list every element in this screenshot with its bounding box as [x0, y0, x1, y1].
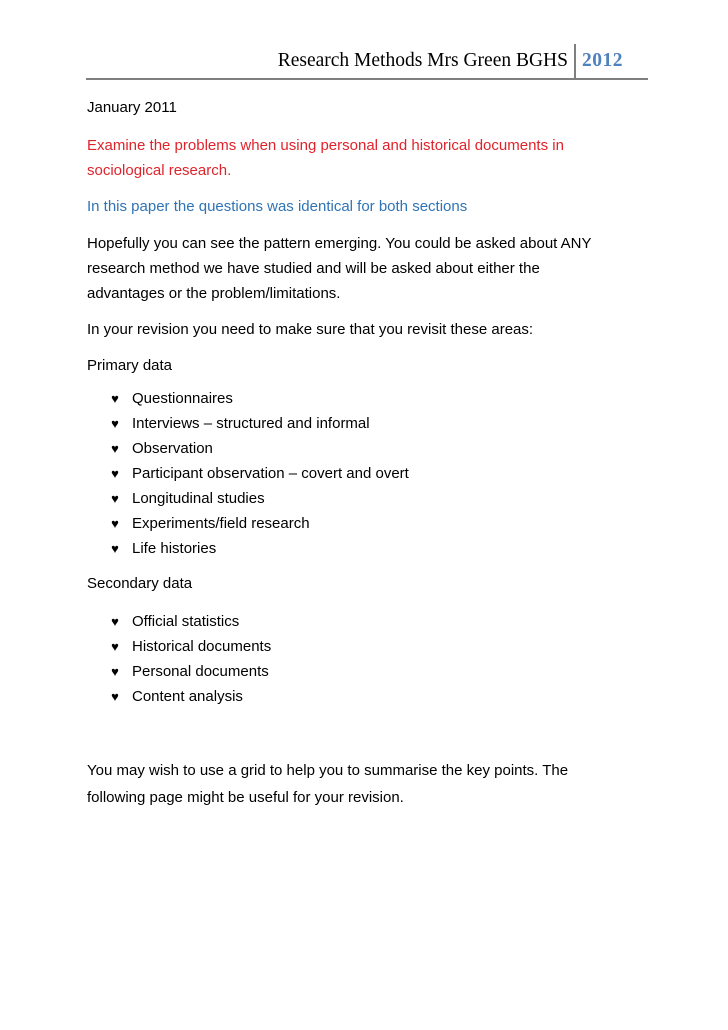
heart-bullet-icon: ♥ [111, 441, 119, 456]
secondary-data-heading: Secondary data [87, 575, 193, 592]
exam-question-line-1: Examine the problems when using personal and historical documents in [87, 137, 564, 154]
exam-note: In this paper the questions was identical for both sections [87, 198, 468, 215]
page-header [86, 44, 648, 80]
header-year: 2012 [582, 50, 623, 71]
closing-line-1: You may wish to use a grid to help you to summarise the key points. The [87, 762, 569, 779]
document-page: Research Methods Mrs Green BGHS 2012 January 2011 Examine the problems when using personal and historical documents in sociological research. In this paper the questions was identical for both sections Hopefully you can see the pattern emerging. You could be asked about ANY research method we have studied and will be asked about either the advantages or the problem/limitations. In your revision you need to make sure that you revisit these areas: Primary data ♥ Questionnaires ♥ Interviews – structured and informal ♥ Observation ♥ Participant observation – covert and overt ♥ Longitudinal studies ♥ Experiments/field research ♥ Life histories Secondary data ♥ Official statistics ♥ Historical documents ♥ Personal documents ♥ Content analysis You may wish to use a grid to help you to summarise the key points. The following page might be useful for your revision. [0, 0, 728, 1030]
heart-bullet-icon: ♥ [111, 689, 119, 704]
heart-bullet-icon: ♥ [111, 664, 119, 679]
heart-bullet-icon: ♥ [111, 614, 119, 629]
heart-bullet-icon: ♥ [111, 516, 119, 531]
paragraph-1-line-2: research method we have studied and will be asked about either the [87, 260, 540, 277]
closing-line-2: following page might be useful for your revision. [87, 789, 404, 806]
header-title: Research Methods Mrs Green BGHS [277, 50, 568, 71]
paragraph-1-line-3: advantages or the problem/limitations. [87, 285, 341, 302]
exam-date: January 2011 [87, 99, 177, 116]
exam-question-line-2: sociological research. [87, 162, 232, 179]
heart-bullet-icon: ♥ [111, 491, 119, 506]
heart-bullet-icon: ♥ [111, 466, 119, 481]
heart-bullet-icon: ♥ [111, 416, 119, 431]
header-divider [574, 44, 576, 78]
heart-bullet-icon: ♥ [111, 391, 119, 406]
primary-data-heading: Primary data [87, 357, 173, 374]
heart-bullet-icon: ♥ [111, 639, 119, 654]
paragraph-2: In your revision you need to make sure that you revisit these areas: [87, 321, 534, 338]
heart-bullet-icon: ♥ [111, 541, 119, 556]
paragraph-1-line-1: Hopefully you can see the pattern emerging. You could be asked about ANY [87, 235, 592, 252]
